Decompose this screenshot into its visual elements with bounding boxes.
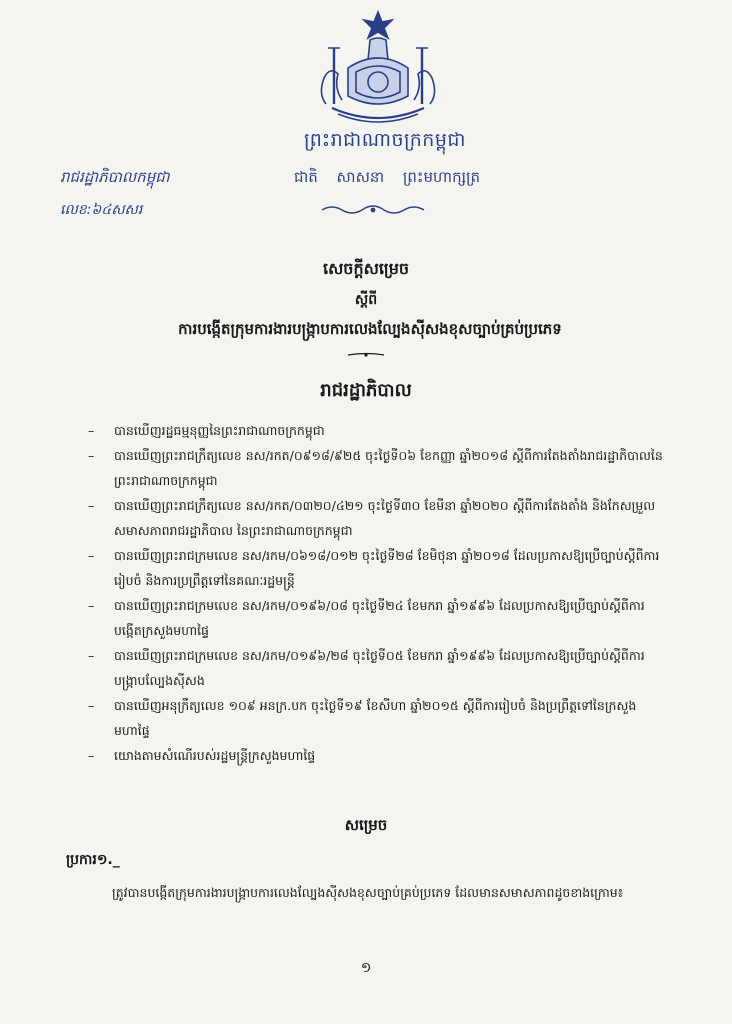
article-body: ត្រូវបានបង្កើតក្រុមការងារបង្ក្រាបការលេងល្បែងស៊ីសងខុសច្បាប់គ្រប់ប្រភេទ ដែលមានសមាសភាពដូចខាងក្រោម៖ — [112, 885, 624, 900]
title-divider-icon — [346, 352, 386, 358]
considerations-list — [88, 418, 668, 768]
issuing-authority: រាជរដ្ឋាភិបាលកម្ពុជា — [60, 168, 170, 186]
list-item: – បានឃើញព្រះរាជក្រមលេខ នស/រកម/០៦១៨/០១២ ចុះថ្ងៃទី២៨ ខែមិថុនា ឆ្នាំ២០១៨ ដែលប្រកាសឱ្យប្រើច្បាប់ស្តីពីការរៀបចំ និងការប្រព្រឹត្តទៅនៃគណៈរដ្ឋមន្ត្រី — [88, 548, 660, 588]
list-item: – បានឃើញរដ្ឋធម្មនុញ្ញនៃព្រះរាជាណាចក្រកម្ពុជា — [88, 423, 325, 438]
national-motto — [262, 168, 512, 190]
ornament-divider-icon — [318, 202, 428, 218]
list-item: – បានឃើញអនុក្រឹត្យលេខ ១០៩ អនក្រ.បក ចុះថ្ងៃទី១៩ ខែសីហា ឆ្នាំ២០១៥ ស្តីពីការរៀបចំ និងប្រព្រឹត្តទៅនៃក្រសួងមហាផ្ទៃ — [88, 698, 637, 738]
list-item: – បានឃើញព្រះរាជក្រមលេខ នស/រកម/០១៩៦/២៨ ចុះថ្ងៃទី០៥ ខែមករា ឆ្នាំ១៩៩៦ ដែលប្រកាសឱ្យប្រើច្បាប់ស្តីពីការបង្ក្រាបល្បែងស៊ីសង — [88, 648, 645, 688]
royal-emblem-icon — [308, 8, 448, 126]
decides-heading: សម្រេច — [344, 816, 388, 834]
list-item: – យោងតាមសំណើរបស់រដ្ឋមន្ត្រីក្រសួងមហាផ្ទៃ — [88, 748, 316, 763]
government-heading: រាជរដ្ឋាភិបាល — [320, 380, 412, 401]
about-label: ស្តីពី — [354, 292, 378, 308]
subject-title: ការបង្កើតក្រុមការងារបង្ក្រាបការលេងល្បែងស៊ីសងខុសច្បាប់គ្រប់ប្រភេទ — [178, 320, 562, 338]
list-item: – បានឃើញព្រះរាជក្រឹត្យលេខ នស/រកត/០៩១៨/៩២៥ ចុះថ្ងៃទី០៦ ខែកញ្ញា ឆ្នាំ២០១៨ ស្តីពីការតែងតាំងរាជរដ្ឋាភិបាលនៃព្រះរាជាណាចក្រកម្ពុជា — [88, 448, 663, 488]
motto-king: ព្រះមហាក្សត្រ — [402, 168, 481, 186]
motto-nation: ជាតិ — [293, 168, 318, 186]
decision-title: សេចក្តីសម្រេច — [322, 259, 409, 278]
reference-number: លេខ:៦៤សសរ — [60, 202, 143, 218]
kingdom-heading: ព្រះរាជាណាចក្រកម្ពុជា — [304, 129, 466, 151]
motto-religion: សាសនា — [336, 168, 385, 186]
article-heading: ប្រការ១._ — [66, 852, 120, 868]
list-item: – បានឃើញព្រះរាជក្រឹត្យលេខ នស/រកត/០៣២០/៤២១ ចុះថ្ងៃទី៣០ ខែមីនា ឆ្នាំ២០២០ ស្តីពីការតែងតាំង និងកែសម្រួលសមាសភាពរាជរដ្ឋាភិបាល នៃព្រះរាជាណាចក្រកម្ពុជា — [88, 498, 656, 538]
list-item: – បានឃើញព្រះរាជក្រមលេខ នស/រកម/០១៩៦/០៨ ចុះថ្ងៃទី២៤ ខែមករា ឆ្នាំ១៩៩៦ ដែលប្រកាសឱ្យប្រើច្បាប់ស្តីពីការបង្កើតក្រសួងមហាផ្ទៃ — [88, 598, 645, 638]
page-number: ១ — [360, 960, 372, 976]
